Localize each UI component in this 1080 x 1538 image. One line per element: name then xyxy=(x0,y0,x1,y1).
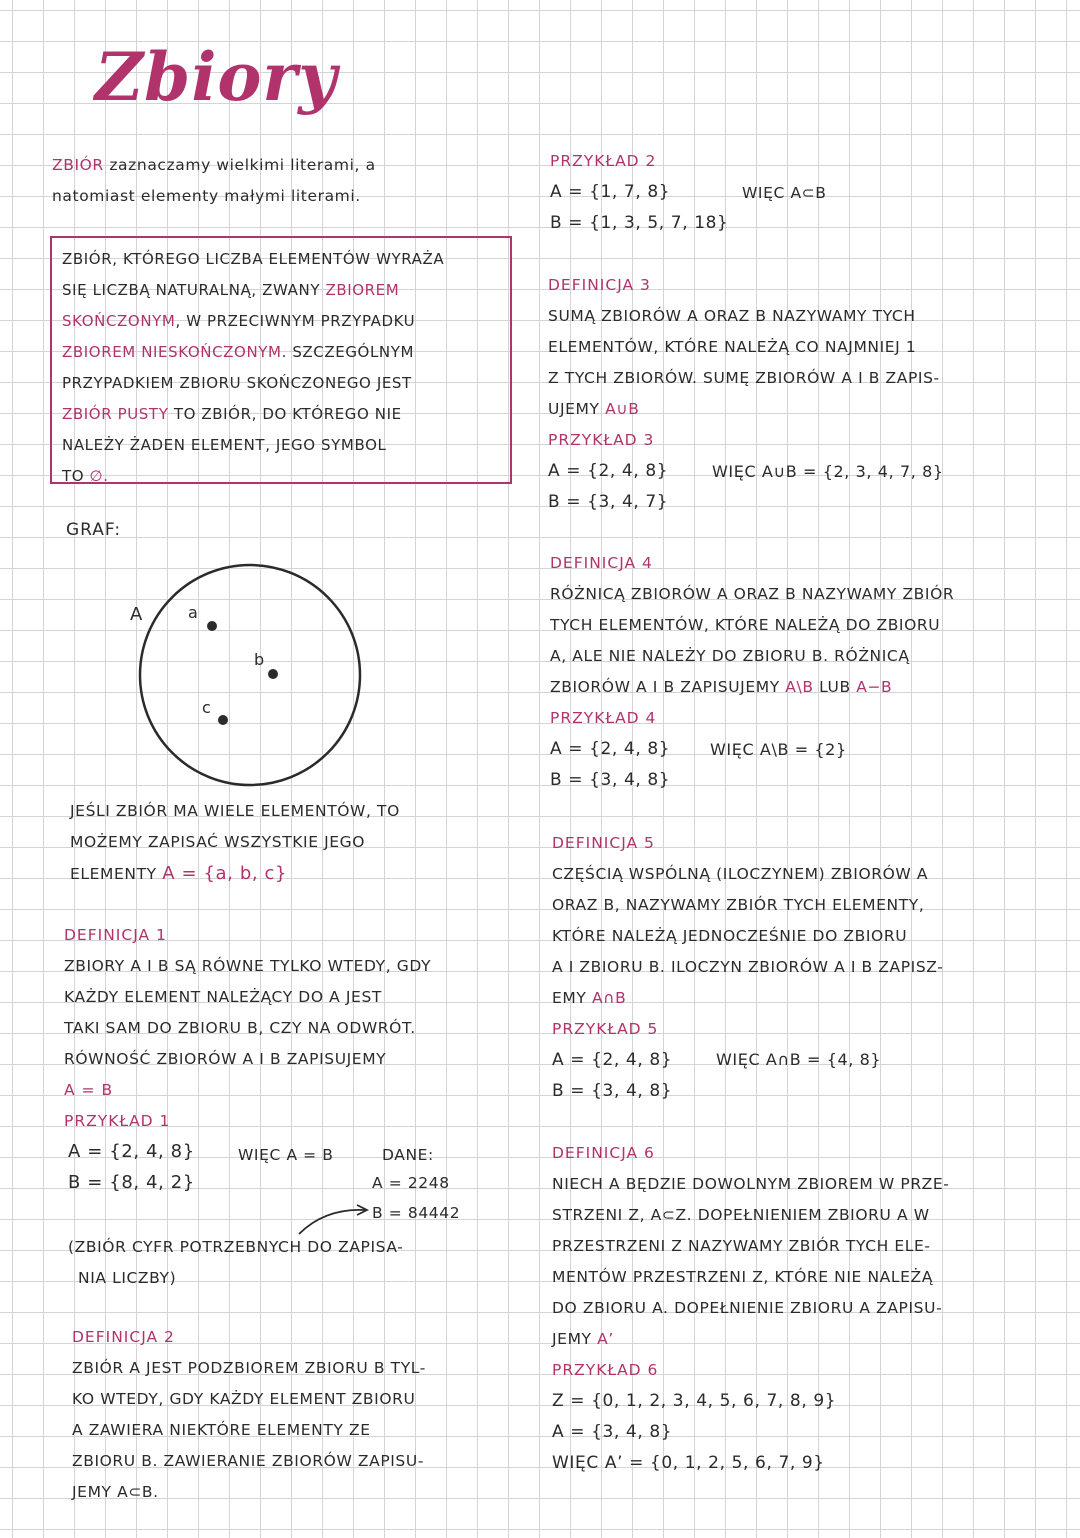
def6-heading: DEFINICJA 6 xyxy=(552,1144,655,1162)
def5-line-1: CZĘŚCIĄ WSPÓLNĄ (ILOCZYNEM) ZBIORÓW A xyxy=(552,865,929,883)
box-line-6-text: TO ZBIÓR, DO KTÓREGO NIE xyxy=(168,405,402,423)
box-term-nieskonczonym: ZBIOREM NIESKOŃCZONYM xyxy=(62,343,282,361)
example1-note-1: (ZBIÓR CYFR POTRZEBNYCH DO ZAPISA- xyxy=(68,1238,404,1256)
graf-text-3 xyxy=(70,858,400,890)
point-label-a: a xyxy=(188,603,198,622)
def2-line-5: JEMY A⊂B. xyxy=(72,1483,159,1501)
def5-heading: DEFINICJA 5 xyxy=(552,834,655,852)
box-line-3 xyxy=(62,306,502,337)
example1-data-b: B = 84442 xyxy=(372,1204,461,1222)
set-circle xyxy=(140,565,360,785)
def4-line-4-text: ZBIORÓW A I B ZAPISUJEMY xyxy=(550,678,786,696)
box-line-3-text: , W PRZECIWNYM PRZYPADKU xyxy=(175,312,416,330)
point-label-b: b xyxy=(254,650,265,669)
example1-note-2: NIA LICZBY) xyxy=(78,1269,177,1287)
venn-diagram xyxy=(120,560,380,800)
def1-line-4: RÓWNOŚĆ ZBIORÓW A I B ZAPISUJEMY xyxy=(64,1050,387,1068)
def2-heading: DEFINICJA 2 xyxy=(72,1328,175,1346)
def4-line-3: A, ALE NIE NALEŻY DO ZBIORU B. RÓŻNICĄ xyxy=(550,647,910,665)
graf-set-notation: A = {a, b, c} xyxy=(162,863,288,884)
def3-line-4 xyxy=(548,394,940,425)
intro-line-2: natomiast elementy małymi literami. xyxy=(52,187,361,205)
def3-heading: DEFINICJA 3 xyxy=(548,276,651,294)
box-line-4-text: . SZCZEGÓLNYM xyxy=(281,343,415,361)
empty-set-symbol: ∅. xyxy=(89,467,109,485)
point-c xyxy=(218,715,228,725)
example3-set-a: A = {2, 4, 8} xyxy=(548,461,669,481)
def5-line-2: ORAZ B, NAZYWAMY ZBIÓR TYCH ELEMENTY, xyxy=(552,896,925,914)
def3-line-4-text: UJEMY xyxy=(548,400,606,418)
union-notation: A∪B xyxy=(605,400,640,418)
example6-set-a: A = {3, 4, 8} xyxy=(552,1422,673,1442)
box-line-1: ZBIÓR, KTÓREGO LICZBA ELEMENTÓW WYRAŻA xyxy=(62,250,445,268)
finite-set-box xyxy=(50,236,512,484)
intro-line-1 xyxy=(52,150,376,181)
definition-1 xyxy=(64,920,431,1137)
example2-set-a: A = {1, 7, 8} xyxy=(550,182,671,202)
example5-set-a: A = {2, 4, 8} xyxy=(552,1050,673,1070)
def5-line-5 xyxy=(552,983,943,1014)
example2-heading: PRZYKŁAD 2 xyxy=(550,152,657,170)
intro-lead: ZBIÓR xyxy=(52,156,104,174)
example1-set-a: A = {2, 4, 8} xyxy=(68,1141,195,1162)
intro-section xyxy=(52,150,376,212)
definition-6 xyxy=(552,1138,950,1479)
example1-data-label: DANE: xyxy=(382,1146,434,1164)
def1-heading: DEFINICJA 1 xyxy=(64,926,167,944)
def6-line-4: MENTÓW PRZESTRZENI Z, KTÓRE NIE NALEŻĄ xyxy=(552,1268,933,1286)
example3-set-b: B = {3, 4, 7} xyxy=(548,492,669,512)
box-line-2-text: SIĘ LICZBĄ NATURALNĄ, ZWANY xyxy=(62,281,326,299)
complement-notation: A’ xyxy=(597,1330,614,1348)
def3-line-3: Z TYCH ZBIORÓW. SUMĘ ZBIORÓW A I B ZAPIS- xyxy=(548,369,940,387)
box-term-skonczonym: SKOŃCZONYM xyxy=(62,312,176,330)
example-2 xyxy=(550,146,728,239)
example1-heading: PRZYKŁAD 1 xyxy=(64,1112,171,1130)
example6-space-z: Z = {0, 1, 2, 3, 4, 5, 6, 7, 8, 9} xyxy=(552,1391,837,1411)
graf-text xyxy=(70,796,400,890)
example2-conclusion: WIĘC A⊂B xyxy=(742,184,827,202)
def5-line-5-text: EMY xyxy=(552,989,592,1007)
def5-line-3: KTÓRE NALEŻĄ JEDNOCZEŚNIE DO ZBIORU xyxy=(552,927,908,945)
example1-data-a: A = 2248 xyxy=(372,1174,450,1192)
example5-heading: PRZYKŁAD 5 xyxy=(552,1020,659,1038)
example1-note xyxy=(68,1232,403,1294)
example1-conclusion: WIĘC A = B xyxy=(238,1146,334,1164)
point-a xyxy=(207,621,217,631)
difference-notation: A\B xyxy=(785,678,814,696)
def4-line-1: RÓŻNICĄ ZBIORÓW A ORAZ B NAZYWAMY ZBIÓR xyxy=(550,585,955,603)
def1-line-2: KAŻDY ELEMENT NALEŻĄCY DO A JEST xyxy=(64,988,382,1006)
def6-line-5: DO ZBIORU A. DOPEŁNIENIE ZBIORU A ZAPISU- xyxy=(552,1299,943,1317)
def2-line-4: ZBIORU B. ZAWIERANIE ZBIORÓW ZAPISU- xyxy=(72,1452,425,1470)
box-line-6 xyxy=(62,399,502,430)
graf-text-1: JEŚLI ZBIÓR MA WIELE ELEMENTÓW, TO xyxy=(70,802,400,820)
example3-conclusion: WIĘC A∪B = {2, 3, 4, 7, 8} xyxy=(712,462,944,481)
def2-line-3: A ZAWIERA NIEKTÓRE ELEMENTY ZE xyxy=(72,1421,371,1439)
def5-line-4: A I ZBIORU B. ILOCZYN ZBIORÓW A I B ZAPISZ- xyxy=(552,958,944,976)
example4-heading: PRZYKŁAD 4 xyxy=(550,709,657,727)
def3-line-1: SUMĄ ZBIORÓW A ORAZ B NAZYWAMY TYCH xyxy=(548,307,916,325)
box-line-5: PRZYPADKIEM ZBIORU SKOŃCZONEGO JEST xyxy=(62,374,412,392)
example4-set-b: B = {3, 4, 8} xyxy=(550,770,671,790)
example-1 xyxy=(68,1136,195,1198)
example1-set-b: B = {8, 4, 2} xyxy=(68,1172,195,1193)
def4-heading: DEFINICJA 4 xyxy=(550,554,653,572)
def6-line-6-text: JEMY xyxy=(552,1330,598,1348)
def1-line-3: TAKI SAM DO ZBIORU B, CZY NA ODWRÓT. xyxy=(64,1019,416,1037)
intro-line-1-text: zaznaczamy wielkimi literami, a xyxy=(103,156,376,174)
box-term-pusty: ZBIÓR PUSTY xyxy=(62,405,169,423)
definition-2 xyxy=(72,1322,426,1508)
point-b xyxy=(268,669,278,679)
def6-line-2: STRZENI Z, A⊂Z. DOPEŁNIENIEM ZBIORU A W xyxy=(552,1206,930,1224)
def6-line-6 xyxy=(552,1324,950,1355)
def6-line-1: NIECH A BĘDZIE DOWOLNYM ZBIOREM W PRZE- xyxy=(552,1175,950,1193)
def2-line-2: KO WTEDY, GDY KAŻDY ELEMENT ZBIORU xyxy=(72,1390,416,1408)
example5-set-b: B = {3, 4, 8} xyxy=(552,1081,673,1101)
example3-heading: PRZYKŁAD 3 xyxy=(548,431,655,449)
def2-line-1: ZBIÓR A JEST PODZBIOREM ZBIORU B TYL- xyxy=(72,1359,426,1377)
example2-set-b: B = {1, 3, 5, 7, 18} xyxy=(550,213,729,233)
def4-line-2: TYCH ELEMENTÓW, KTÓRE NALEŻĄ DO ZBIORU xyxy=(550,616,941,634)
example4-set-a: A = {2, 4, 8} xyxy=(550,739,671,759)
box-term-zbiorem: ZBIOREM xyxy=(325,281,400,299)
def6-line-3: PRZESTRZENI Z NAZYWAMY ZBIÓR TYCH ELE- xyxy=(552,1237,931,1255)
box-line-2 xyxy=(62,275,502,306)
def4-or-text: LUB xyxy=(813,678,857,696)
def1-line-1: ZBIORY A I B SĄ RÓWNE TYLKO WTEDY, GDY xyxy=(64,957,432,975)
box-line-8 xyxy=(62,461,502,492)
def4-line-4 xyxy=(550,672,954,703)
graf-label: GRAF: xyxy=(66,520,122,540)
page-title: Zbiory xyxy=(95,38,338,116)
box-line-8-text: TO xyxy=(62,467,90,485)
point-label-c: c xyxy=(202,698,211,717)
example6-heading: PRZYKŁAD 6 xyxy=(552,1361,659,1379)
graf-text-3-label: ELEMENTY xyxy=(70,865,163,883)
example5-conclusion: WIĘC A∩B = {4, 8} xyxy=(716,1050,882,1069)
intersection-notation: A∩B xyxy=(591,989,627,1007)
example6-conclusion: WIĘC A’ = {0, 1, 2, 5, 6, 7, 9} xyxy=(552,1453,825,1473)
set-name-label: A xyxy=(130,604,143,625)
example4-conclusion: WIĘC A\B = {2} xyxy=(710,740,847,759)
box-line-7: NALEŻY ŻADEN ELEMENT, JEGO SYMBOL xyxy=(62,436,387,454)
graf-text-2: MOŻEMY ZAPISAĆ WSZYSTKIE JEGO xyxy=(70,833,366,851)
def1-equation: A = B xyxy=(64,1081,114,1099)
difference-notation-alt: A−B xyxy=(856,678,893,696)
box-line-4 xyxy=(62,337,502,368)
def3-line-2: ELEMENTÓW, KTÓRE NALEŻĄ CO NAJMNIEJ 1 xyxy=(548,338,917,356)
